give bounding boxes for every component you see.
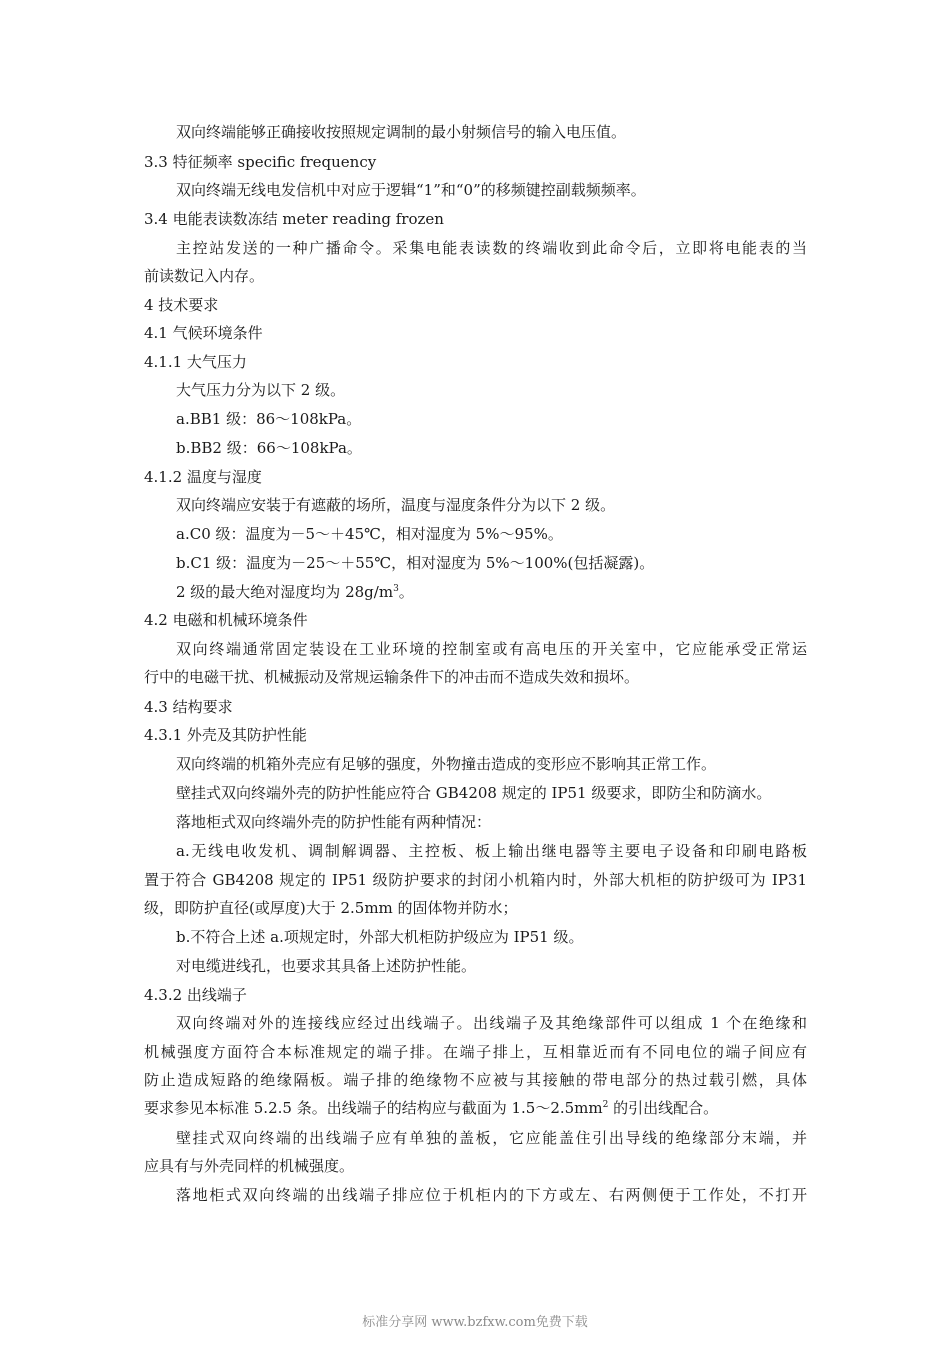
superscript: 3 — [393, 584, 399, 594]
paragraph-line: 主控站发送的一种广播命令。采集电能表读数的终端收到此命令后，立即将电能表的当 — [176, 239, 807, 257]
section-heading-4: 4 技术要求 — [144, 296, 219, 314]
paragraph-line: 置于符合 GB4208 规定的 IP51 级防护要求的封闭小机箱内时，外部大机柜的防护级可为 IP31 — [144, 871, 807, 889]
section-heading-4-3: 4.3 结构要求 — [144, 698, 233, 716]
paragraph-line: 双向终端应安装于有遮蔽的场所，温度与湿度条件分为以下 2 级。 — [176, 496, 616, 514]
paragraph-line: 级，即防护直径(或厚度)大于 2.5mm 的固体物并防水； — [144, 899, 518, 917]
terminal-text-end: 的引出线配合。 — [608, 1099, 719, 1117]
list-item: a.无线电收发机、调制解调器、主控板、板上输出继电器等主要电子设备和印刷电路板 — [176, 842, 807, 860]
paragraph-line: 双向终端通常固定装设在工业环境的控制室或有高电压的开关室中，它应能承受正常运 — [176, 640, 807, 658]
paragraph-line: 机械强度方面符合本标准规定的端子排。在端子排上，互相靠近而有不同电位的端子间应有 — [144, 1043, 807, 1061]
list-item: b.C1 级：温度为－25～＋55℃，相对湿度为 5%～100%(包括凝露)。 — [176, 554, 655, 572]
paragraph-line: 应具有与外壳同样的机械强度。 — [144, 1157, 355, 1175]
section-heading-4-2: 4.2 电磁和机械环境条件 — [144, 611, 308, 629]
paragraph-line: 对电缆进线孔，也要求其具备上述防护性能。 — [176, 957, 477, 975]
section-heading-4-1-2: 4.1.2 温度与湿度 — [144, 468, 262, 486]
paragraph-line: 落地柜式双向终端外壳的防护性能有两种情况： — [176, 813, 492, 831]
list-item: a.C0 级：温度为－5～＋45℃，相对湿度为 5%～95%。 — [176, 525, 563, 543]
paragraph-line: 落地柜式双向终端的出线端子排应位于机柜内的下方或左、右两侧便于工作处，不打开 — [176, 1186, 807, 1204]
humidity-text: 2 级的最大绝对湿度均为 28g/m — [176, 583, 394, 601]
paragraph-line: 壁挂式双向终端的出线端子应有单独的盖板，它应能盖住引出导线的绝缘部分末端，并 — [176, 1129, 807, 1147]
paragraph-line: 壁挂式双向终端外壳的防护性能应符合 GB4208 规定的 IP51 级要求，即防尘和防滴水。 — [176, 784, 772, 802]
superscript: 2 — [602, 1100, 609, 1110]
paragraph-line: 前读数记入内存。 — [144, 267, 265, 285]
section-heading-4-1-1: 4.1.1 大气压力 — [144, 353, 247, 371]
paragraph-line: 双向终端能够正确接收按照规定调制的最小射频信号的输入电压值。 — [176, 123, 627, 141]
section-heading-3-3: 3.3 特征频率 specific frequency — [144, 153, 377, 171]
section-heading-4-3-1: 4.3.1 外壳及其防护性能 — [144, 726, 307, 744]
section-heading-4-1: 4.1 气候环境条件 — [144, 324, 263, 342]
paragraph-line — [176, 582, 414, 602]
page-footer-watermark: 标准分享网 www.bzfxw.com免费下载 — [362, 1315, 588, 1330]
paragraph-line: 大气压力分为以下 2 级。 — [176, 381, 346, 399]
paragraph-line: 防止造成短路的绝缘隔板。端子排的绝缘物不应被与其接触的带电部分的热过载引燃，具体 — [144, 1071, 807, 1089]
list-item: a.BB1 级：86～108kPa。 — [176, 410, 362, 428]
paragraph-line — [144, 1098, 718, 1118]
list-item: b.BB2 级：66～108kPa。 — [176, 439, 362, 457]
paragraph-line: 行中的电磁干扰、机械振动及常规运输条件下的冲击而不造成失效和损坏。 — [144, 668, 640, 686]
terminal-text: 要求参见本标准 5.2.5 条。出线端子的结构应与截面为 1.5～2.5mm — [144, 1099, 603, 1117]
section-heading-4-3-2: 4.3.2 出线端子 — [144, 986, 247, 1004]
paragraph-line: 双向终端的机箱外壳应有足够的强度，外物撞击造成的变形应不影响其正常工作。 — [176, 755, 717, 773]
paragraph-line: 双向终端无线电发信机中对应于逻辑“1”和“0”的移频键控副载频频率。 — [176, 181, 646, 199]
paragraph-line: 双向终端对外的连接线应经过出线端子。出线端子及其绝缘部件可以组成 1 个在绝缘和 — [176, 1014, 807, 1032]
list-item: b.不符合上述 a.项规定时，外部大机柜防护级应为 IP51 级。 — [176, 928, 584, 946]
humidity-text-end: 。 — [398, 583, 414, 601]
section-heading-3-4: 3.4 电能表读数冻结 meter reading frozen — [144, 210, 444, 228]
